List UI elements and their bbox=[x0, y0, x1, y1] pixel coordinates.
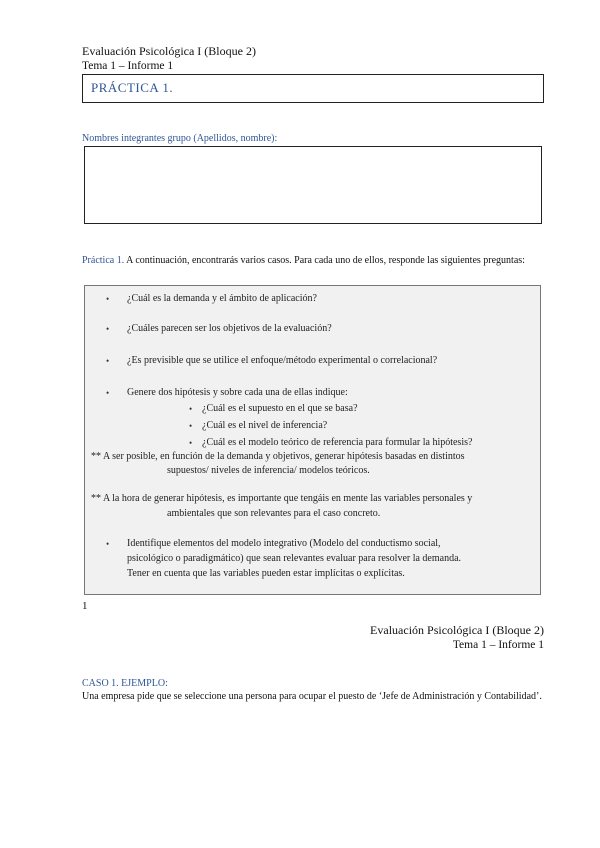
page-2-header-subtitle: Tema 1 – Informe 1 bbox=[452, 639, 544, 651]
question-1: ¿Cuál es la demanda y el ámbito de aplicación? bbox=[127, 293, 317, 304]
document-header-title: Evaluación Psicológica I (Bloque 2) bbox=[82, 44, 256, 58]
question-4-sub-2: ¿Cuál es el nivel de inferencia? bbox=[202, 420, 328, 431]
group-names-label: Nombres integrantes grupo (Apellidos, nombre): bbox=[82, 133, 278, 144]
sub-bullet-icon: • bbox=[189, 404, 193, 414]
note-1-line-2: supuestos/ niveles de inferencia/ modelos teóricos. bbox=[167, 465, 370, 476]
sub-bullet-icon: • bbox=[189, 421, 193, 431]
practice-intro bbox=[82, 254, 542, 268]
bullet-icon: • bbox=[106, 356, 110, 366]
question-2: ¿Cuáles parecen ser los objetivos de la evaluación? bbox=[127, 323, 332, 334]
question-4-sub-1: ¿Cuál es el supuesto en el que se basa? bbox=[202, 403, 358, 414]
bullet-icon: • bbox=[106, 294, 110, 304]
bullet-icon: • bbox=[106, 539, 110, 549]
note-2-line-2: ambientales que son relevantes para el caso concreto. bbox=[167, 508, 381, 519]
caso-title: CASO 1. EJEMPLO: bbox=[82, 678, 168, 689]
question-3: ¿Es previsible que se utilice el enfoque/método experimental o correlacional? bbox=[127, 355, 438, 366]
practica-title: PRÁCTICA 1. bbox=[91, 80, 174, 95]
practice-intro-label: Práctica 1. bbox=[82, 255, 125, 266]
question-5-line-3: Tener en cuenta que las variables pueden estar implícitas o explícitas. bbox=[127, 568, 405, 579]
practica-title-box bbox=[82, 74, 544, 103]
note-2-line-1: ** A la hora de generar hipótesis, es importante que tengáis en mente las variables personales y bbox=[91, 493, 473, 504]
group-names-field[interactable] bbox=[84, 146, 542, 224]
bullet-icon: • bbox=[106, 324, 110, 334]
page-number: 1 bbox=[82, 600, 88, 612]
question-4-sub-3: ¿Cuál es el modelo teórico de referencia para formular la hipótesis? bbox=[202, 437, 473, 448]
document-header-subtitle: Tema 1 – Informe 1 bbox=[82, 60, 174, 72]
note-1-line-1: ** A ser posible, en función de la demanda y objetivos, generar hipótesis basadas en distintos bbox=[91, 451, 465, 462]
practice-intro-text: A continuación, encontrarás varios casos. Para cada uno de ellos, responde las siguientes preguntas: bbox=[126, 255, 525, 266]
page-2-header-title: Evaluación Psicológica I (Bloque 2) bbox=[370, 623, 544, 637]
caso-text: Una empresa pide que se seleccione una persona para ocupar el puesto de ‘Jefe de Administración y Contabilidad’. bbox=[82, 691, 542, 702]
question-4: Genere dos hipótesis y sobre cada una de ellas indique: bbox=[127, 387, 348, 398]
sub-bullet-icon: • bbox=[189, 438, 193, 448]
questions-box bbox=[84, 285, 541, 595]
question-5-line-1: Identifique elementos del modelo integrativo (Modelo del conductismo social, bbox=[127, 538, 441, 549]
question-5-line-2: psicológico o paradigmático) que sean relevantes evaluar para resolver la demanda. bbox=[127, 553, 462, 564]
bullet-icon: • bbox=[106, 388, 110, 398]
